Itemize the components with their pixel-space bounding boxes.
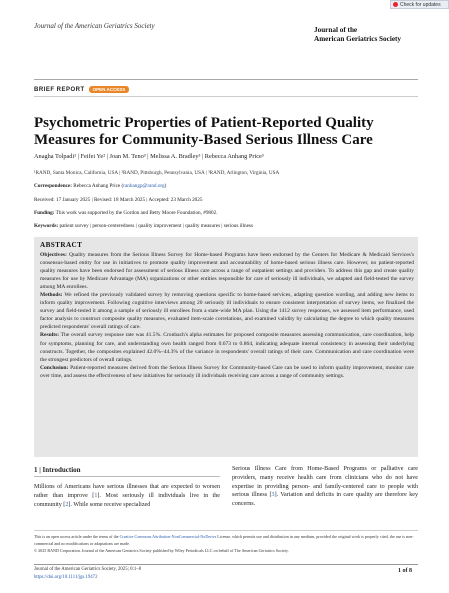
correspondence-email-link[interactable]: ranhangp@rand.org: [123, 183, 165, 189]
article-type-divider: [34, 96, 418, 97]
footer-divider: [34, 564, 418, 565]
abstract-heading: ABSTRACT: [40, 241, 83, 249]
abstract-results: [40, 331, 414, 363]
article-type-row: [34, 86, 129, 93]
keywords-label: Keywords:: [34, 223, 59, 229]
intro-heading-rule: [34, 476, 220, 477]
license-text-a: This is an open access article under the terms of the: [34, 534, 120, 539]
methods-label: Methods:: [40, 292, 63, 299]
intro-text-a: Millions of Americans have serious illnesses that are expected to worsen rather than improve [: [34, 484, 220, 499]
abstract-conclusion: [40, 364, 414, 380]
check-for-updates-button[interactable]: [390, 0, 449, 9]
correspondence-end: ): [164, 183, 167, 189]
abstract-body: [40, 251, 414, 380]
intro-right-column: [232, 465, 418, 509]
author-list: Anagha Tolpadi¹ | Feifei Ye² | Joan M. Teno³ | Melissa A. Bradley³ | Rebecca Anhang Price³: [34, 153, 264, 160]
footnote-divider: [34, 530, 418, 531]
open-access-badge: OPEN ACCESS: [89, 86, 130, 93]
check-for-updates-label: Check for updates: [400, 1, 441, 8]
funding-label: Funding:: [34, 210, 55, 216]
header-divider: [34, 79, 418, 80]
intro-text-b: ]. Most seriously ill individuals live in the community [: [34, 492, 221, 508]
citation-link-2[interactable]: 2: [65, 501, 69, 508]
abstract-methods: [40, 291, 414, 331]
abstract-objectives: [40, 251, 414, 291]
objectives-label: Objectives:: [40, 252, 67, 258]
article-title: Psychometric Properties of Patient-Reported Quality Measures for Community-Based Serious Illness Care: [34, 115, 374, 148]
keywords-text: patient survey | person-centeredness | quality improvement | quality measures | serious illness: [58, 223, 253, 229]
correspondence-name: Rebecca Anhang Price (: [71, 183, 124, 189]
results-text: The overall survey response rate was 41.5%. Cronbach's alpha estimates for proposed composite measures assessing communication, care coordination, help for symptoms, planning for care, and understanding own health ranged from 0.673 to 0.864, indicating adequate internal consistency in assessing their underlying constructs. Together, the composites explained 42.0%–44.3% of the variance in respondents' overall ratings of their care. Communication and care coordination were the strongest predictors of overall ratings.: [40, 332, 414, 363]
correspondence: [34, 183, 424, 189]
footnotes: [34, 533, 424, 554]
license-note: [34, 533, 424, 547]
citation-link-3[interactable]: 3: [271, 492, 275, 499]
article-dates: Received: 17 January 2025 | Revised: 18 March 2025 | Accepted: 23 March 2025: [34, 197, 203, 203]
correspondence-label: Correspondence:: [34, 183, 72, 189]
doi-link[interactable]: https://doi.org/10.1111/jgs.19472: [34, 575, 98, 580]
article-type-label: BRIEF REPORT: [34, 86, 85, 93]
affiliations: ¹RAND, Santa Monica, California, USA | ²RAND, Pittsburgh, Pennsylvania, USA | ³RAND, Arlington, Virginia, USA: [34, 170, 280, 176]
license-text-b: License, which permits use and distribution in any medium, provided the original work is properly cited, the use is non-commercial and no modifications or adaptations are made.: [34, 534, 414, 546]
intro-text-c: ]. While some receive specialized: [68, 501, 151, 508]
license-link[interactable]: Creative Commons Attribution-NonCommercial-NoDerivs: [119, 534, 217, 539]
page-number: 1 of 8: [398, 568, 412, 574]
conclusion-label: Conclusion:: [40, 364, 69, 371]
intro-right-text-b: ]. Variation and deficits in care quality are therefore key concerns.: [232, 492, 418, 508]
intro-left-column: [34, 483, 220, 509]
funding-text: This work was supported by the Gordon and Betty Moore Foundation, #9802.: [54, 210, 218, 216]
keywords: [34, 223, 424, 229]
citation-link-1[interactable]: 1: [94, 492, 98, 499]
footer-citation: Journal of the American Geriatrics Society, 2025; 0:1–8: [34, 567, 142, 572]
journal-name-header: Journal of the American Geriatrics Society: [34, 22, 155, 30]
objectives-text: Quality measures from the Serious Illness Survey for Home-based Programs have been endorsed by the Centers for Medicare & Medicaid Services's consensus-based entity for use in initiatives to promote quality improvement and accountability of home-based serious illness care. However, no patient-reported quality measures have been endorsed for assessment of serious illness care across a range of outpatient settings and providers. To address this gap and create quality measures for use by Medicare Advantage (MA) organizations or other entities responsible for care of seriously ill individuals, we adapted and field-tested the survey among MA enrollees.: [40, 252, 414, 291]
journal-logo-text: [314, 26, 424, 44]
journal-logo-line2: American Geriatrics Society: [314, 35, 402, 43]
funding: [34, 210, 424, 216]
results-label: Results:: [40, 332, 60, 339]
journal-logo-line1: Journal of the: [314, 26, 358, 34]
crossmark-icon: [393, 2, 398, 7]
copyright-note: © 2025 RAND Corporation. Journal of the American Geriatrics Society published by Wiley Periodicals LLC on behalf of The American Geriatrics Society.: [34, 548, 289, 553]
methods-text: We refined the previously validated survey by removing questions specific to home-based services, adapting question wording, and adding new items to inform quality improvement. Following cognitive interviews among 20 seriously ill individuals to ensure consistent interpretation of survey items, we finalized the survey and field-tested it among a sample of seriously ill enrollees from a state-wide MA plan. Using the 1412 survey responses, we assessed item performance, used factor analysis to construct composite quality measures, evaluated item-scale correlations, and examined validity by calculating the degree to which quality measures predicted respondents' overall ratings of care.: [40, 292, 414, 331]
section-heading-introduction: 1 | Introduction: [34, 466, 81, 474]
intro-right-text-a: Serious Illness Care from Home-Based Programs or palliative care providers, many receive health care from clinicians who do not have expertise in providing person- and family-centered care to people with serious illness [: [232, 466, 418, 499]
conclusion-text: Patient-reported measures derived from the Serious Illness Survey for Community-based Care can be used to inform quality improvement, monitor care over time, and assess the effectiveness of new initiatives for seriously ill individuals receiving care across a range of community settings.: [40, 364, 414, 379]
